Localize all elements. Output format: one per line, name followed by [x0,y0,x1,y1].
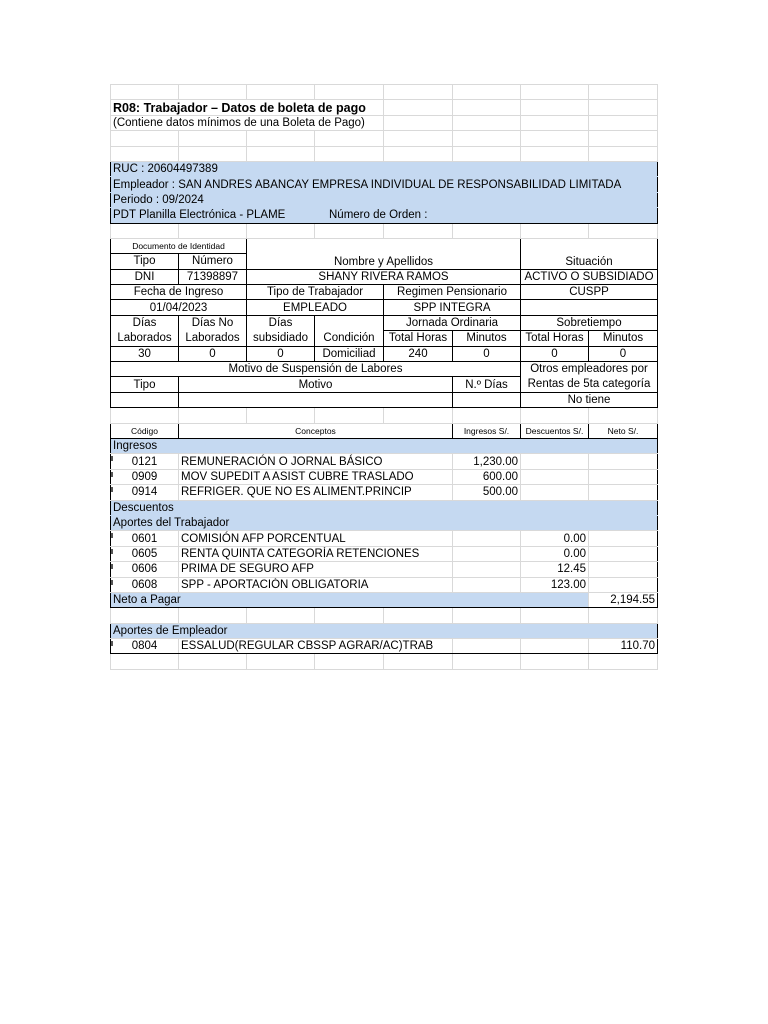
days-not-worked-label-1: Días No [179,315,247,330]
pdt-line: PDT Planilla Electrónica - PLAME [111,208,315,223]
cuspp-value [521,300,658,315]
suspension-reason-label: Motivo [179,377,453,392]
days-subsidized-value: 0 [247,346,315,361]
contrib-amount: 0.00 [521,531,589,546]
contrib-amount: 123.00 [521,577,589,592]
code-column-header: Código [111,423,179,438]
suspension-type-label: Tipo [111,377,179,392]
hire-date-value: 01/04/2023 [111,300,247,315]
table-row [111,546,658,561]
contrib-code: 0606 [111,562,179,577]
net-pay-label: Neto a Pagar [111,592,589,607]
income-amount: 500.00 [453,485,521,500]
cuspp-label: CUSPP [521,285,658,300]
net-pay-value: 2,194.55 [589,592,658,607]
ruc-line: RUC : 20604497389 [111,161,658,176]
suspension-days-label: N.º Días [453,377,521,392]
income-concept: MOV SUPEDIT A ASIST CUBRE TRASLADO [179,469,453,484]
condition-label: Condición [315,331,384,346]
order-number-line: Número de Orden : [315,208,658,223]
doc-type-label: Tipo [111,254,179,269]
days-not-worked-label-2: Laborados [179,331,247,346]
table-row [111,469,658,484]
contrib-code: 0608 [111,577,179,592]
period-line: Periodo : 09/2024 [111,192,658,207]
doc-identity-label: Documento de Identidad [111,238,247,253]
situation-label: Situación [521,238,658,269]
income-concept: REMUNERACIÓN O JORNAL BÁSICO [179,454,453,469]
table-row [111,485,658,500]
contrib-concept: COMISIÓN AFP PORCENTUAL [179,531,453,546]
income-section-title: Ingresos [111,438,658,453]
table-row [111,454,658,469]
employer-contrib-concept: ESSALUD(REGULAR CBSSP AGRAR/AC)TRAB [179,639,453,654]
page-subtitle: (Contiene datos mínimos de una Boleta de Pago) [111,115,384,130]
deductions-section-title: Descuentos [111,500,658,515]
overtime-hours-label: Total Horas [521,331,589,346]
table-row [111,531,658,546]
doc-number-value: 71398897 [179,269,247,284]
concepts-column-header: Conceptos [179,423,453,438]
payslip-sheet [110,84,658,670]
hire-date-label: Fecha de Ingreso [111,285,247,300]
contrib-code: 0601 [111,531,179,546]
contrib-concept: PRIMA DE SEGURO AFP [179,562,453,577]
overtime-label: Sobretiempo [521,315,658,330]
employer-name-line: Empleador : SAN ANDRES ABANCAY EMPRESA INDIVIDUAL DE RESPONSABILIDAD LIMITADA [111,177,658,192]
income-code: 0914 [111,485,179,500]
contrib-concept: RENTA QUINTA CATEGORÍA RETENCIONES [179,546,453,561]
days-worked-label-2: Laborados [111,331,179,346]
days-subsidized-label-1: Días [247,315,315,330]
days-worked-label-1: Días [111,315,179,330]
condition-value: Domiciliad [315,346,384,361]
overtime-hours-value: 0 [521,346,589,361]
other-employers-label-1: Otros empleadores por [521,362,658,377]
days-subsidized-label-2: subsidiado [247,331,315,346]
days-not-worked-value: 0 [179,346,247,361]
income-code: 0121 [111,454,179,469]
other-employers-label-2: Rentas de 5ta categoría [521,377,658,392]
shift-minutes-value: 0 [453,346,521,361]
pension-regime-label: Regimen Pensionario [384,285,521,300]
net-column-header: Neto S/. [589,423,658,438]
employer-contrib-section-title: Aportes de Empleador [111,623,658,638]
contrib-amount: 0.00 [521,546,589,561]
contrib-concept: SPP - APORTACIÓN OBLIGATORIA [179,577,453,592]
doc-type-value: DNI [111,269,179,284]
ordinary-shift-label: Jornada Ordinaria [384,315,521,330]
income-code: 0909 [111,469,179,484]
income-amount: 1,230.00 [453,454,521,469]
shift-hours-label: Total Horas [384,331,453,346]
contrib-code: 0605 [111,546,179,561]
income-column-header: Ingresos S/. [453,423,521,438]
suspension-title: Motivo de Suspensión de Labores [111,362,521,377]
deductions-column-header: Descuentos S/. [521,423,589,438]
overtime-minutes-value: 0 [589,346,658,361]
table-row [111,562,658,577]
income-concept: REFRIGER. QUE NO ES ALIMENT.PRINCIP [179,485,453,500]
situation-value: ACTIVO O SUBSIDIADO [521,269,658,284]
shift-minutes-label: Minutos [453,331,521,346]
overtime-minutes-label: Minutos [589,331,658,346]
employer-contrib-code: 0804 [111,639,179,654]
employer-contrib-amount: 110.70 [589,639,658,654]
page-title: R08: Trabajador – Datos de boleta de pago [111,100,384,115]
name-label: Nombre y Apellidos [247,238,521,269]
days-worked-value: 30 [111,346,179,361]
income-amount: 600.00 [453,469,521,484]
shift-hours-value: 240 [384,346,453,361]
table-row [111,639,658,654]
contrib-amount: 12.45 [521,562,589,577]
worker-type-value: EMPLEADO [247,300,384,315]
other-employers-value: No tiene [521,392,658,407]
doc-number-label: Número [179,254,247,269]
table-row [111,577,658,592]
pension-regime-value: SPP INTEGRA [384,300,521,315]
worker-type-label: Tipo de Trabajador [247,285,384,300]
worker-name-value: SHANY RIVERA RAMOS [247,269,521,284]
worker-contrib-section-title: Aportes del Trabajador [111,515,658,530]
